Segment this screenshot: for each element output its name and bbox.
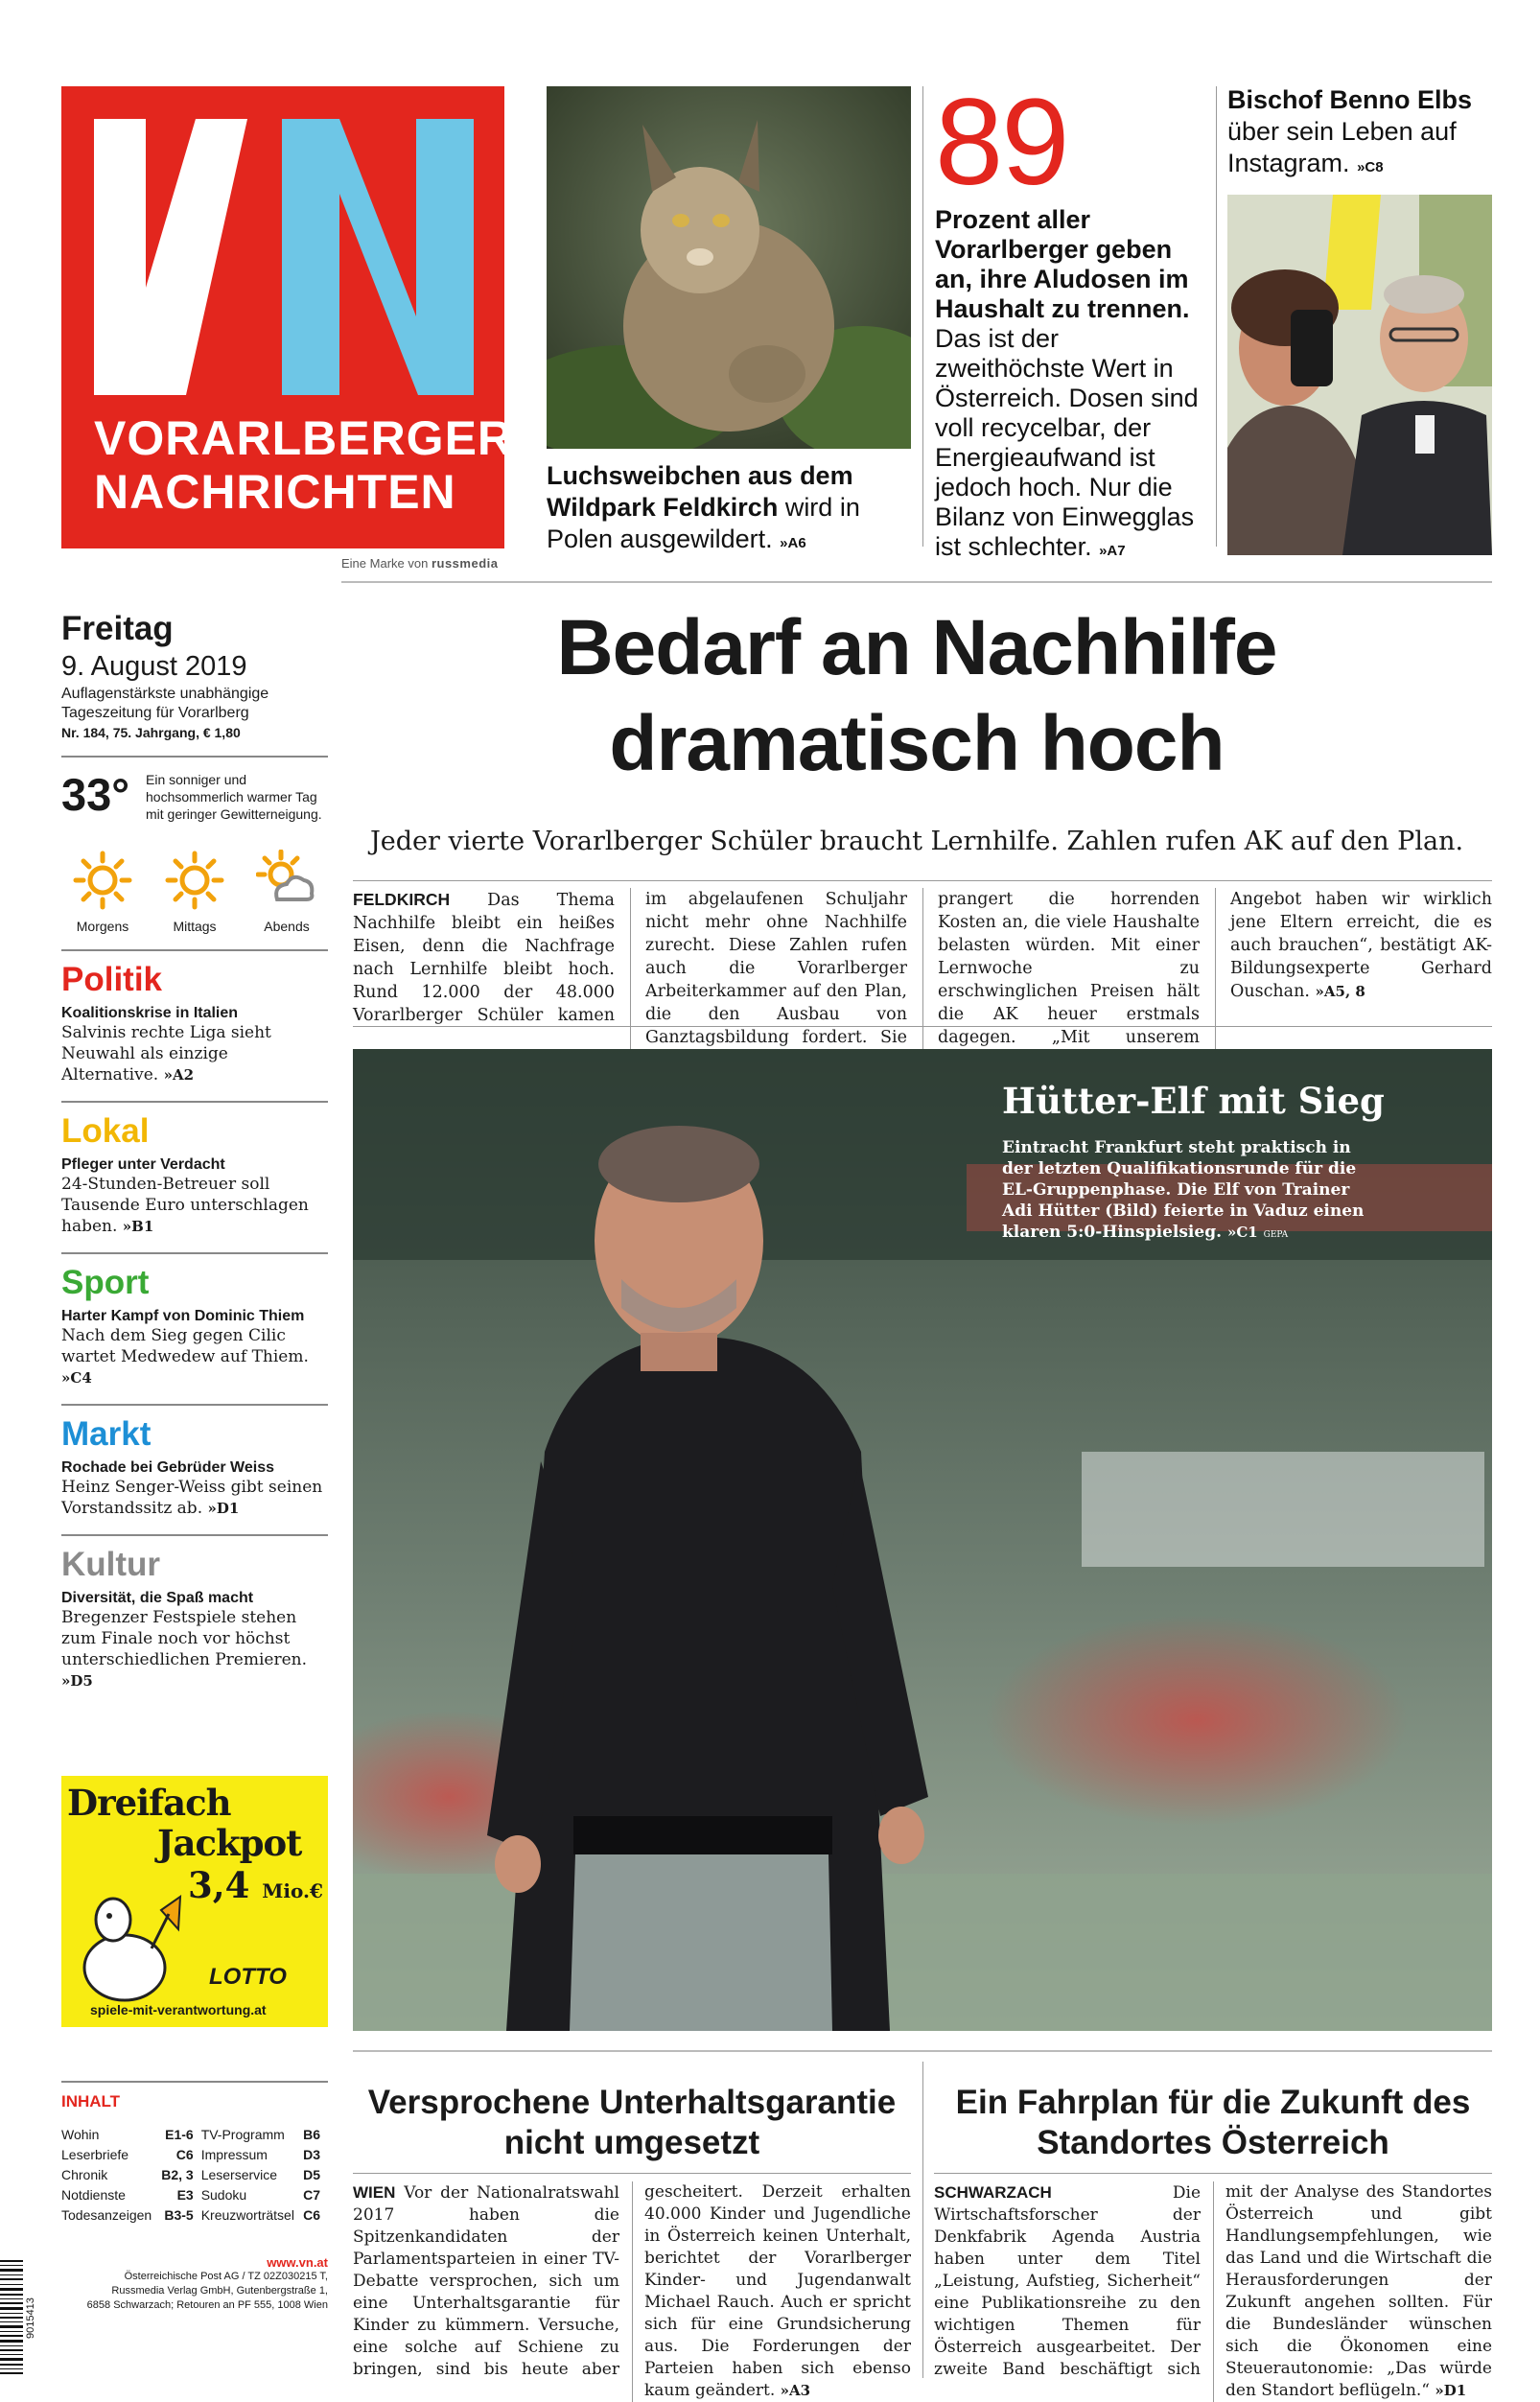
photo-credit: GEPA — [1263, 1230, 1289, 1240]
section-headline: Diversität, die Spaß macht — [61, 1590, 254, 1606]
teaser-lynx-ref[interactable]: »A6 — [780, 535, 806, 551]
issue-info: Nr. 184, 75. Jahrgang, € 1,80 — [61, 725, 241, 740]
stat-body: Das ist der zweithöchste Wert in Österreich. Dosen sind voll recycelbar, der Energieaufwand ist jedoch hoch. Nur die Bilanz von Einwegglas ist schlechter. — [935, 324, 1199, 561]
sun-icon — [164, 850, 225, 911]
top-divider — [341, 581, 1492, 583]
toc-table — [61, 2125, 328, 2226]
section-ref[interactable]: »D1 — [207, 1500, 240, 1517]
section-title: Sport — [61, 1264, 150, 1301]
photo-caption-text: Eintracht Frankfurt steht praktisch in der letzten Qualifikationsrunde für die EL-Gruppenphase. Die Elf von Trainer Adi Hütter (Bild) feierte in Vaduz einen klaren 5:0-Hinspielsieg. — [1002, 1138, 1365, 1242]
masthead-name-line2: NACHRICHTEN — [94, 465, 456, 519]
forecast-morning — [61, 850, 144, 934]
section-markt[interactable] — [61, 1404, 328, 1519]
teaser-bishop-ref[interactable]: »C8 — [1357, 159, 1384, 175]
lotto-line1: Dreifach — [67, 1782, 231, 1824]
section-body: Bregenzer Festspiele stehen zum Finale noch vor höchst unterschiedlichen Premieren. »D5 — [61, 1608, 308, 1690]
table-row[interactable]: Wohin E1-6 TV-Programm B6 — [61, 2127, 320, 2142]
lead-text: Das Thema Nachhilfe bleibt ein heißes Eisen, denn die Nachfrage nach Lernhilfe bleibt hoch. Rund 12.000 der 48.000 Vorarlberger Schüler kamen im abgelaufenen Schuljahr nicht mehr ohne Nachhilfe zurecht. Diese Zahlen rufen auch die Vorarlberger Arbeiterkammer auf den Plan, die den Ausbau von Ganztagsbildung fordert. Sie prangert die horrenden Kosten an, die viele Haushalte belasten würden. Mit einer Lernwoche zu erschwinglichen Preisen hält die AK heuer erstmals dagegen. „Mit unserem Angebot haben wir wirklich jene Eltern erreicht, die es auch brauchen“, bestätigt AK-Bildungsexperte Gerhard Ouschan. — [353, 890, 1492, 1047]
lotto-brand: LOTTO — [209, 1964, 287, 1990]
lead-headline-line2: dramatisch hoch — [609, 700, 1225, 787]
lead-headline-line1: Bedarf an Nachhilfe — [556, 604, 1277, 691]
mascot-icon — [75, 1891, 190, 2004]
section-headline: Rochade bei Gebrüder Weiss — [61, 1459, 274, 1476]
lotto-line2: Jackpot — [157, 1822, 302, 1864]
column-divider — [1216, 86, 1217, 547]
section-headline: Harter Kampf von Dominic Thiem — [61, 1308, 305, 1324]
section-title: Kultur — [61, 1546, 161, 1583]
bishop-photo — [1227, 195, 1492, 555]
table-row[interactable]: Todesanzeigen B3-5 Kreuzworträtsel C6 — [61, 2207, 320, 2223]
teaser-bishop[interactable] — [1227, 84, 1492, 555]
imprint-line: Österreichische Post AG / TZ 02Z030215 T, — [124, 2271, 328, 2282]
teaser-stat[interactable] — [935, 74, 1213, 566]
stat-ref[interactable]: »A7 — [1099, 543, 1126, 559]
section-ref[interactable]: »B1 — [122, 1218, 154, 1235]
lead-headline[interactable] — [341, 600, 1492, 792]
story-ref[interactable]: »A3 — [780, 2382, 811, 2399]
lead-ref[interactable]: »A5, 8 — [1315, 983, 1365, 1000]
forecast-evening — [245, 850, 328, 934]
imprint-line: 6858 Schwarzach; Retouren an PF 555, 1008 Wien — [86, 2299, 328, 2311]
forecast-label: Abends — [264, 919, 310, 934]
story-dateline: SCHWARZACH — [934, 2183, 1052, 2202]
partly-cloudy-icon — [256, 850, 317, 911]
lotto-unit: Mio.€ — [262, 1879, 323, 1902]
story-text: Die Wirtschaftsforscher der Denkfabrik Agenda Austria haben unter dem Titel „Leistung, Aufstieg, Sicherheit“ eine Publikationsreihe zu den wichtigen Themen für Österreich ausgearbeitet. Der zweite Band beschäftigt sich mit der Analyse des Standortes Österreich und gibt Handlungsempfehlungen, wie das Land und die Wirtschaft die Herausforderungen der Zukunft angehen sollten. Für die Bundesländer wünschen sich die Ökonomen eine Steuerautonomie: „Das würde den Standort beflügeln.“ — [934, 2182, 1492, 2400]
forecast-label: Morgens — [76, 919, 129, 934]
section-body: Nach dem Sieg gegen Cilic wartet Medwedew auf Thiem. »C4 — [61, 1326, 309, 1387]
website-url[interactable]: www.vn.at — [267, 2255, 328, 2270]
story-standort[interactable] — [934, 2083, 1492, 2402]
lead-dateline: FELDKIRCH — [353, 890, 451, 909]
sun-icon — [72, 850, 133, 911]
brand-note — [341, 556, 499, 571]
lotto-amount: 3,4 — [188, 1864, 250, 1906]
issue-date: 9. August 2019 — [61, 651, 247, 682]
section-body: 24-Stunden-Betreuer soll Tausende Euro unterschlagen haben. »B1 — [61, 1175, 309, 1236]
masthead-logo[interactable] — [61, 86, 514, 548]
imprint-footer — [61, 2255, 328, 2313]
section-title: Politik — [61, 961, 163, 998]
temperature: 33° — [61, 769, 130, 820]
table-of-contents — [61, 2081, 328, 2226]
story-body — [934, 2181, 1492, 2402]
story-headline: Ein Fahrplan für die Zukunft des Standortes Österreich — [955, 2084, 1471, 2161]
section-politik[interactable] — [61, 949, 328, 1085]
story-text: Vor der Nationalratswahl 2017 haben die Spitzenkandidaten der Parlamentsparteien in einer TV-Debatte versprochen, sich um eine Unterhaltsgarantie für Kinder zu kümmern. Versuche, eine solche auf Schiene zu bringen, sind bis heute aber gescheitert. Derzeit erhalten 40.000 Kinder und Jugendliche in Österreich keinen Unterhalt, berichtet der Vorarlberger Kinder- und Jugendanwalt Michael Rauch. Auch er spricht sich für eine Grundsicherung aus. Die Forderungen der Parteien haben sich ebenso kaum geändert. — [353, 2182, 911, 2400]
story-body — [353, 2181, 911, 2402]
section-body: Heinz Senger-Weiss gibt seinen Vorstandssitz ab. »D1 — [61, 1478, 323, 1518]
story-ref[interactable]: »D1 — [1435, 2382, 1467, 2399]
imprint-line: Russmedia Verlag GmbH, Gutenbergstraße 1, — [111, 2285, 328, 2297]
barcode — [0, 2258, 38, 2379]
lead-body — [353, 888, 1492, 1049]
story-dateline: WIEN — [353, 2183, 396, 2202]
section-ref[interactable]: »D5 — [61, 1672, 93, 1690]
table-row[interactable]: Chronik B2, 3 Leserservice D5 — [61, 2167, 320, 2182]
stat-bold: Prozent aller Vorarlberger geben an, ihre Aludosen im Haushalt zu trennen. — [935, 205, 1190, 323]
section-sport[interactable] — [61, 1252, 328, 1388]
story-headline: Versprochene Unterhaltsgarantie nicht umgesetzt — [367, 2084, 897, 2161]
section-kultur[interactable] — [61, 1534, 328, 1691]
toc-title: INHALT — [61, 2081, 328, 2111]
teaser-bishop-caption — [1227, 84, 1492, 183]
story-unterhalt[interactable] — [353, 2083, 911, 2402]
lynx-photo — [547, 86, 911, 449]
section-lokal[interactable] — [61, 1101, 328, 1237]
weather-summary — [61, 771, 328, 823]
brand-note-prefix: Eine Marke von — [341, 556, 429, 571]
section-body: Salvinis rechte Liga sieht Neuwahl als einzige Alternative. »A2 — [61, 1023, 271, 1084]
lotto-ad[interactable] — [61, 1776, 328, 2027]
stat-text — [935, 205, 1213, 566]
lotto-url[interactable]: spiele-mit-verantwortung.at — [90, 2002, 267, 2017]
photo-headline[interactable]: Hütter-Elf mit Sieg — [1002, 1080, 1385, 1122]
photo-caption — [1002, 1137, 1366, 1246]
column-divider — [922, 2062, 923, 2378]
section-headline: Pfleger unter Verdacht — [61, 1156, 225, 1173]
teaser-bishop-text: über sein Leben auf Instagram. — [1227, 117, 1457, 177]
section-title: Markt — [61, 1415, 152, 1453]
column-divider — [922, 86, 923, 547]
photo-ref[interactable]: »C1 — [1226, 1224, 1258, 1241]
teaser-lynx-bold: Luchsweibchen aus dem Wildpark Feldkirch — [547, 461, 853, 522]
weather-forecast — [61, 850, 328, 934]
tagline: Auflagenstärkste unabhängige Tageszeitung für Vorarlberg — [61, 686, 269, 721]
lead-bottom-divider — [353, 1026, 1492, 1027]
lotto-amount-row — [188, 1864, 323, 1906]
masthead-name-line1: VORARLBERGER — [94, 411, 514, 465]
teaser-lynx[interactable] — [547, 86, 911, 559]
section-ref[interactable]: »A2 — [163, 1066, 195, 1084]
lead-subhead: Jeder vierte Vorarlberger Schüler braucht Lernhilfe. Zahlen rufen AK auf den Plan. — [369, 827, 1464, 856]
lead-divider — [353, 880, 1492, 881]
weather-text: Ein sonniger und hochsommerlich warmer Tag mit geringer Gewitterneigung. — [146, 772, 322, 822]
issue-day: Freitag — [61, 610, 174, 647]
sidebar — [61, 610, 328, 1691]
section-title: Lokal — [61, 1112, 150, 1150]
section-ref[interactable]: »C4 — [61, 1369, 92, 1387]
table-row[interactable]: Leserbriefe C6 Impressum D3 — [61, 2147, 320, 2162]
forecast-noon — [153, 850, 236, 934]
teaser-lynx-text: wird in Polen ausgewildert. — [547, 493, 860, 553]
barcode-digits: 9015413 — [25, 2297, 36, 2340]
section-headline: Koalitionskrise in Italien — [61, 1005, 239, 1021]
stat-number: 89 — [935, 74, 1068, 211]
brand-note-brand: russmedia — [431, 556, 499, 571]
table-row[interactable]: Notdienste E3 Sudoku C7 — [61, 2187, 320, 2203]
teaser-lynx-caption — [547, 460, 911, 559]
bottom-divider — [353, 2050, 1492, 2052]
teaser-bishop-bold: Bischof Benno Elbs — [1227, 85, 1473, 114]
forecast-label: Mittags — [173, 919, 217, 934]
